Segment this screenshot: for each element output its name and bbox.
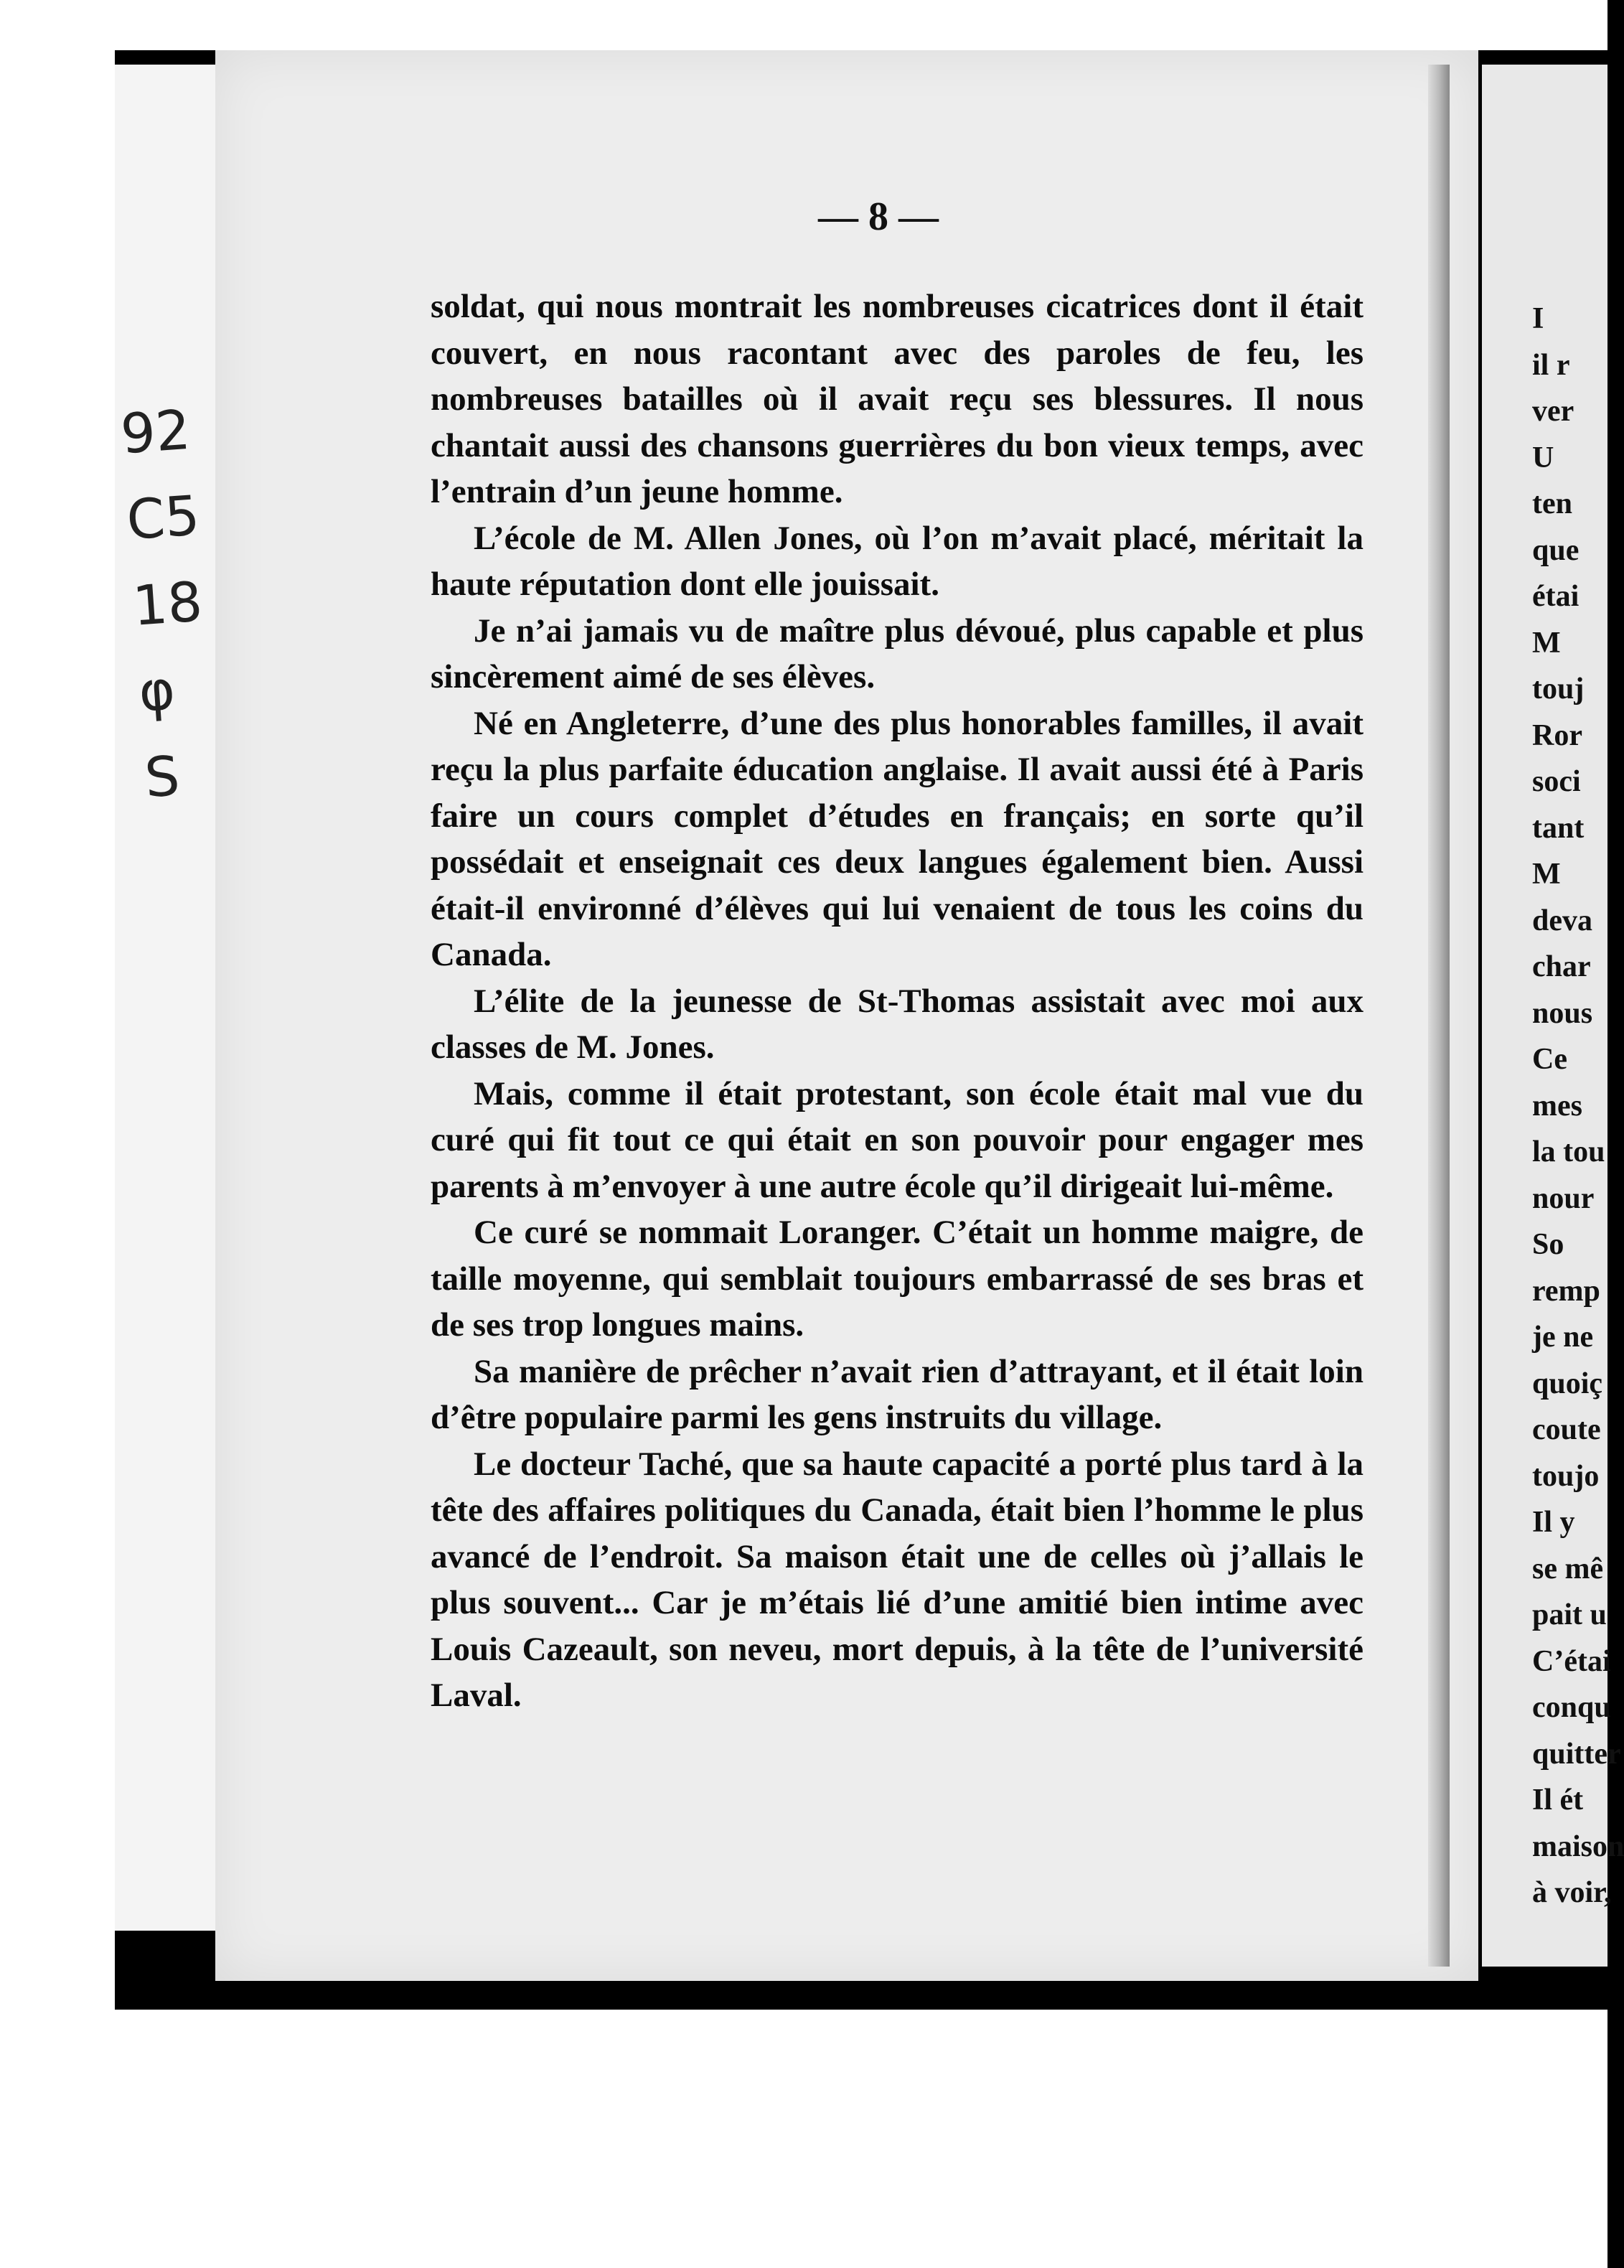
adjacent-page-line: toujo: [1532, 1459, 1600, 1493]
adjacent-page-line: à voir,: [1532, 1876, 1612, 1909]
adjacent-page-line: conqu: [1532, 1691, 1611, 1724]
paragraph: L’école de M. Allen Jones, où l’on m’avait placé, méritait la haute réputation dont elle jouissait.: [431, 519, 1363, 603]
scan-top-margin: [0, 0, 1607, 50]
adjacent-page-line: quoiç: [1532, 1367, 1603, 1400]
adjacent-page-line: char: [1532, 950, 1591, 983]
page-body-text: [431, 284, 1363, 1719]
adjacent-page-line: Ror: [1532, 718, 1582, 752]
left-page-strip: [115, 65, 222, 1931]
paragraph: Le docteur Taché, que sa haute capacité a porté plus tard à la tête des affaires politiques du Canada, était bien l’homme le plus avancé de l’endroit. Sa maison était une de celles où j’allais le plus souvent... Car je m’étais lié d’une amitié bien intime avec Louis Cazeault, son neveu, mort depuis, à la tête de l’université Laval.: [431, 1445, 1363, 1714]
adjacent-page-line: maison: [1532, 1829, 1624, 1863]
adjacent-page-line: se mê: [1532, 1552, 1604, 1585]
page-number: — 8 —: [818, 195, 939, 239]
adjacent-page-line: I: [1532, 302, 1544, 335]
call-number-line: S: [142, 744, 182, 810]
adjacent-page-line: coute: [1532, 1413, 1601, 1446]
call-number-line: φ: [136, 657, 177, 724]
adjacent-page-line: Il y: [1532, 1506, 1575, 1539]
adjacent-page-line: soci: [1532, 765, 1581, 798]
paragraph: L’élite de la jeunesse de St-Thomas assistait avec moi aux classes de M. Jones.: [431, 982, 1363, 1066]
call-number-line: 92: [118, 397, 192, 467]
adjacent-page-line: étai: [1532, 580, 1580, 613]
call-number-line: 18: [131, 569, 205, 638]
adjacent-page-line: que: [1532, 533, 1580, 567]
adjacent-page: [1482, 65, 1624, 1967]
adjacent-page-line: Il ét: [1532, 1784, 1584, 1817]
adjacent-page-line: ver: [1532, 395, 1574, 428]
adjacent-page-line: la tou: [1532, 1135, 1605, 1168]
scan-left-margin: [0, 0, 115, 2268]
adjacent-page-line: il r: [1532, 348, 1570, 382]
paragraph: Je n’ai jamais vu de maître plus dévoué, plus capable et plus sincèrement aimé de ses élèves.: [431, 611, 1363, 695]
page-fold-shadow: [1428, 65, 1450, 1967]
adjacent-page-line: nour: [1532, 1181, 1595, 1215]
adjacent-page-line: je ne: [1532, 1321, 1594, 1354]
paragraph: Mais, comme il était protestant, son école était mal vue du curé qui fit tout ce qui était en son pouvoir pour engager mes parents à m’envoyer à une autre école qu’il dirigeait lui-même.: [431, 1074, 1363, 1205]
paragraph: Sa manière de prêcher n’avait rien d’attrayant, et il était loin d’être populaire parmi les gens instruits du village.: [431, 1352, 1363, 1436]
paragraph: Né en Angleterre, d’une des plus honorables familles, il avait reçu la plus parfaite éducation anglaise. Il avait aussi été à Paris faire un cours complet d’études en français; en sorte qu’il possédait et enseignait ces deux langues également bien. Aussi était-il environné d’élèves qui lui venaient de tous les coins du Canada.: [431, 704, 1363, 973]
adjacent-page-line: quitter: [1532, 1737, 1621, 1771]
adjacent-page-line: nous: [1532, 996, 1593, 1030]
adjacent-page-line: deva: [1532, 904, 1592, 937]
adjacent-page-line: U: [1532, 441, 1554, 474]
call-number-line: C5: [124, 483, 202, 553]
adjacent-page-line: M: [1532, 626, 1561, 660]
adjacent-page-line: C’étai: [1532, 1644, 1611, 1678]
adjacent-page-line: Ce: [1532, 1043, 1567, 1076]
scan-bottom-margin: [0, 2010, 1607, 2268]
paragraph: soldat, qui nous montrait les nombreuses cicatrices dont il était couvert, en nous racontant avec des paroles de feu, les nombreuses batailles où il avait reçu ses blessures. Il nous chantait aussi des chansons guerrières du bon vieux temps, avec l’entrain d’un jeune homme.: [431, 288, 1363, 510]
adjacent-page-line: remp: [1532, 1274, 1600, 1308]
adjacent-page-line: pait u: [1532, 1598, 1607, 1631]
adjacent-page-line: touj: [1532, 673, 1585, 706]
adjacent-page-line: mes: [1532, 1089, 1582, 1123]
adjacent-page-line: tant: [1532, 811, 1585, 845]
adjacent-page-line: ten: [1532, 487, 1572, 520]
adjacent-page-line: M: [1532, 858, 1561, 891]
paragraph: Ce curé se nommait Loranger. C’était un homme maigre, de taille moyenne, qui semblait toujours embarrassé de ses bras et de ses trop longues mains.: [431, 1214, 1363, 1344]
adjacent-page-line: So: [1532, 1228, 1564, 1261]
